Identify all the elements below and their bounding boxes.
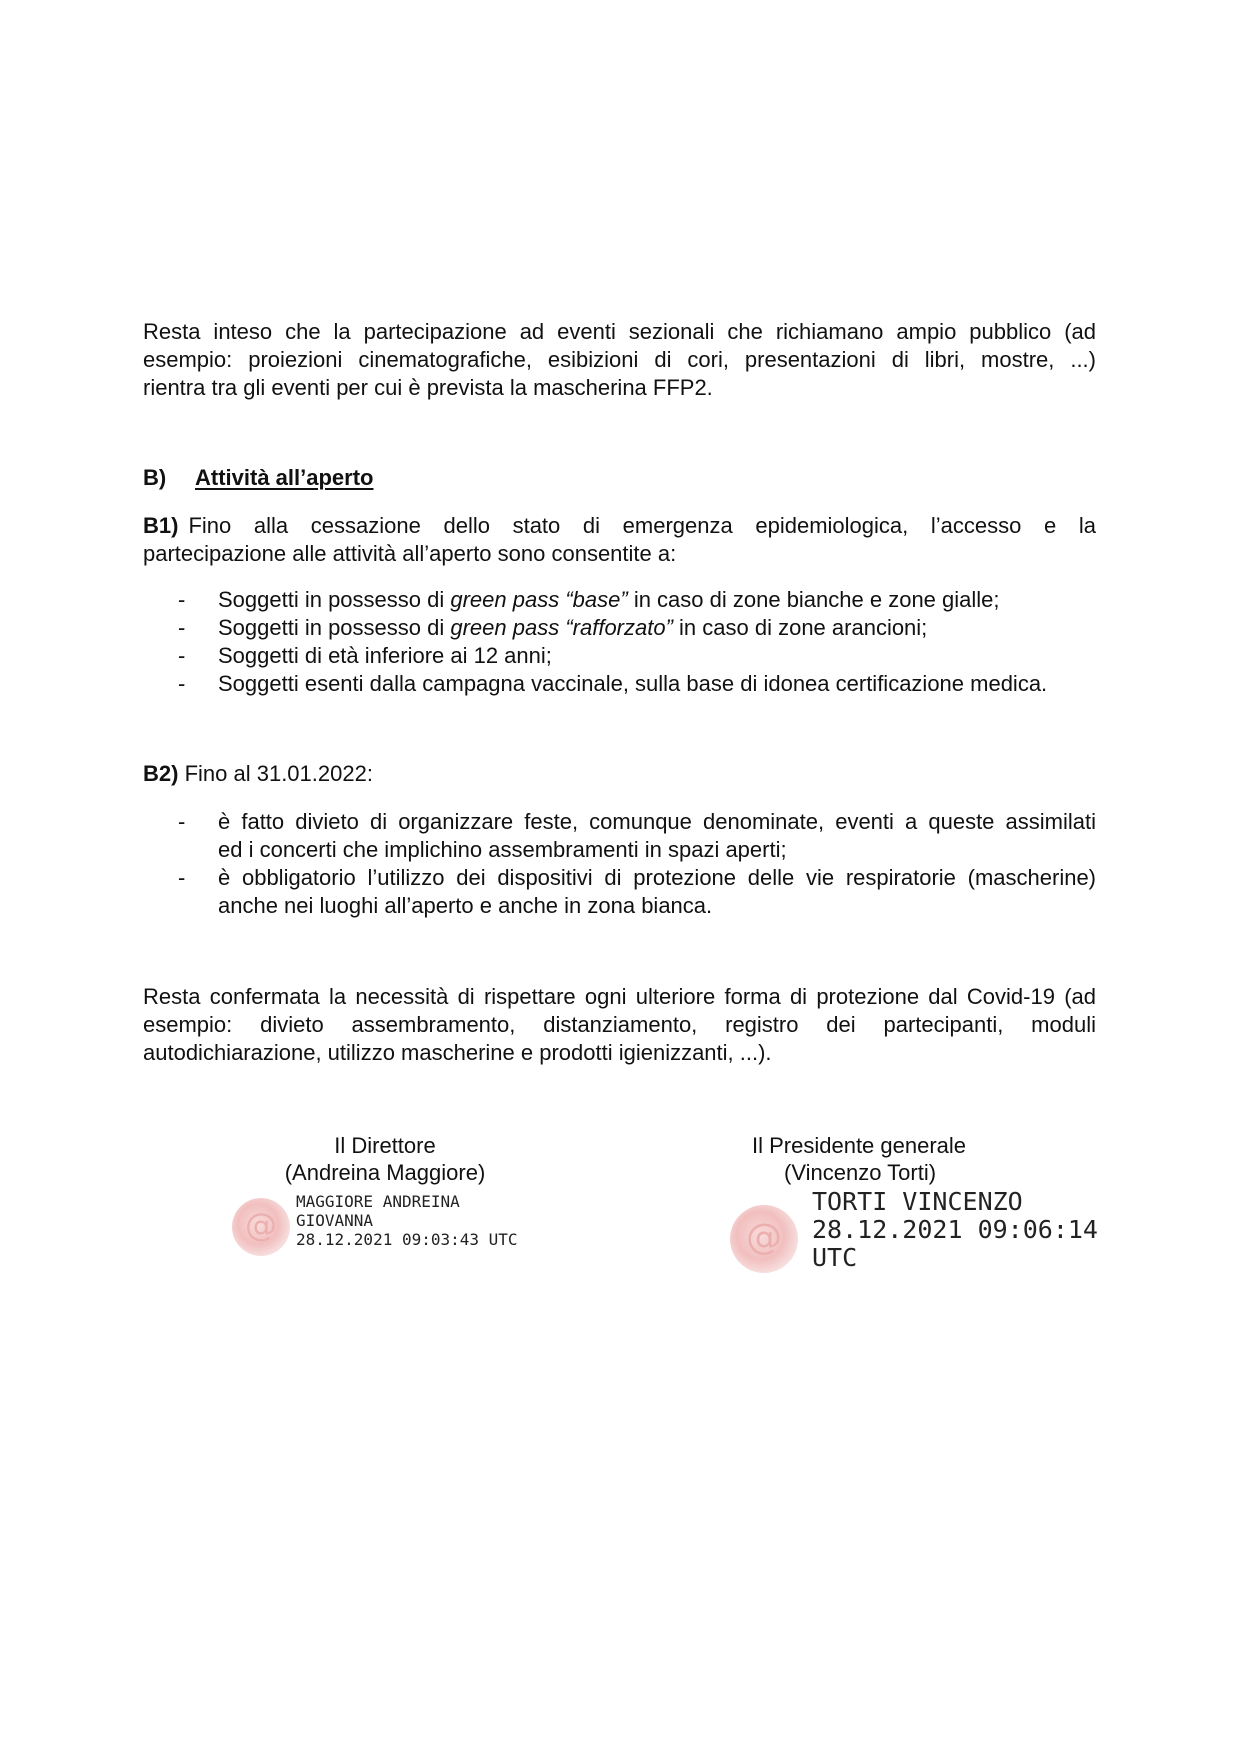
b1-item-2-post: in caso di zone arancioni;: [672, 615, 928, 640]
b1-item-3: Soggetti di età inferiore ai 12 anni;: [218, 643, 552, 668]
b2-heading: [143, 760, 1096, 788]
b1-paragraph: [143, 512, 1096, 568]
closing-paragraph: [143, 983, 1096, 1067]
at-seal-icon: @: [245, 1206, 277, 1244]
dash-bullet: -: [178, 643, 186, 668]
dash-bullet: -: [178, 615, 186, 640]
b2-item-2-line-1: è obbligatorio l’utilizzo dei dispositivi di protezione delle vie respiratorie (mascherine): [218, 865, 1096, 890]
b1-item-2-em: green pass “rafforzato”: [450, 615, 673, 640]
signature-right-role: Il Presidente generale: [752, 1133, 967, 1158]
stamp-right-line-3: UTC: [812, 1243, 858, 1272]
b1-item-2-pre: Soggetti in possesso di: [218, 615, 451, 640]
list-item: [143, 642, 1096, 670]
at-seal-icon: @: [746, 1217, 782, 1258]
b1-item-1-post: in caso di zone bianche e zone gialle;: [627, 587, 1000, 612]
section-b-letter: B): [143, 465, 167, 490]
closing-line-1: Resta confermata la necessità di rispettare ogni ulteriore forma di protezione dal Covid-19 (ad: [143, 984, 1096, 1009]
section-b-title: Attività all’aperto: [195, 465, 374, 490]
stamp-right-line-1: TORTI VINCENZO: [812, 1187, 1023, 1216]
b1-list: [143, 586, 1096, 698]
stamp-right-line-2: 28.12.2021 09:06:14: [812, 1215, 1098, 1244]
signature-seal-right: [730, 1205, 798, 1273]
dash-bullet: -: [178, 809, 186, 834]
b2-item-1-line-1: è fatto divieto di organizzare feste, comunque denominate, eventi a queste assimilati: [218, 809, 1096, 834]
b2-item-1-line-2: ed i concerti che implichino assembramenti in spazi aperti;: [218, 837, 787, 862]
dash-bullet: -: [178, 587, 186, 612]
b1-item-1-pre: Soggetti in possesso di: [218, 587, 451, 612]
intro-line-2: esempio: proiezioni cinematografiche, esibizioni di cori, presentazioni di libri, mostre, ...): [143, 347, 1096, 372]
list-item: [143, 864, 1096, 920]
b1-item-4: Soggetti esenti dalla campagna vaccinale, sulla base di idonea certificazione medica.: [218, 671, 1048, 696]
b2-text: Fino al 31.01.2022:: [184, 761, 373, 786]
list-item: [143, 614, 1096, 642]
b2-item-2-line-2: anche nei luoghi all’aperto e anche in zona bianca.: [218, 893, 713, 918]
signature-left-name: (Andreina Maggiore): [284, 1160, 486, 1185]
list-item: [143, 670, 1096, 698]
list-item: [143, 586, 1096, 614]
b2-label: B2): [143, 761, 179, 786]
stamp-left-line-1: MAGGIORE ANDREINA: [296, 1192, 460, 1211]
signature-left-block: [275, 1132, 495, 1186]
intro-line-1: Resta inteso che la partecipazione ad eventi sezionali che richiamano ampio pubblico (ad: [143, 319, 1096, 344]
intro-line-3: rientra tra gli eventi per cui è prevista la mascherina FFP2.: [143, 375, 713, 400]
signature-right-name: (Vincenzo Torti): [784, 1160, 937, 1185]
b1-line-1: [143, 512, 1096, 540]
digital-signature-stamp-left: [296, 1192, 518, 1249]
b2-list: [143, 808, 1096, 920]
b1-line-1-text: Fino alla cessazione dello stato di emergenza epidemiologica, l’accesso e la: [188, 513, 1096, 538]
digital-signature-stamp-right: [812, 1188, 1098, 1272]
dash-bullet: -: [178, 865, 186, 890]
b1-line-2: partecipazione alle attività all’aperto sono consentite a:: [143, 541, 677, 566]
dash-bullet: -: [178, 671, 186, 696]
b1-item-1-em: green pass “base”: [450, 587, 628, 612]
signature-left-role: Il Direttore: [334, 1133, 436, 1158]
intro-paragraph: [143, 318, 1096, 402]
closing-line-2: esempio: divieto assembramento, distanziamento, registro dei partecipanti, moduli: [143, 1012, 1096, 1037]
stamp-left-line-3: 28.12.2021 09:03:43 UTC: [296, 1230, 518, 1249]
stamp-left-line-2: GIOVANNA: [296, 1211, 374, 1230]
signature-right-block: [752, 1132, 966, 1186]
signature-seal-left: [232, 1198, 290, 1256]
section-b-heading: [143, 465, 373, 491]
closing-line-3: autodichiarazione, utilizzo mascherine e prodotti igienizzanti, ...).: [143, 1040, 772, 1065]
list-item: [143, 808, 1096, 864]
b1-label: B1): [143, 513, 179, 538]
